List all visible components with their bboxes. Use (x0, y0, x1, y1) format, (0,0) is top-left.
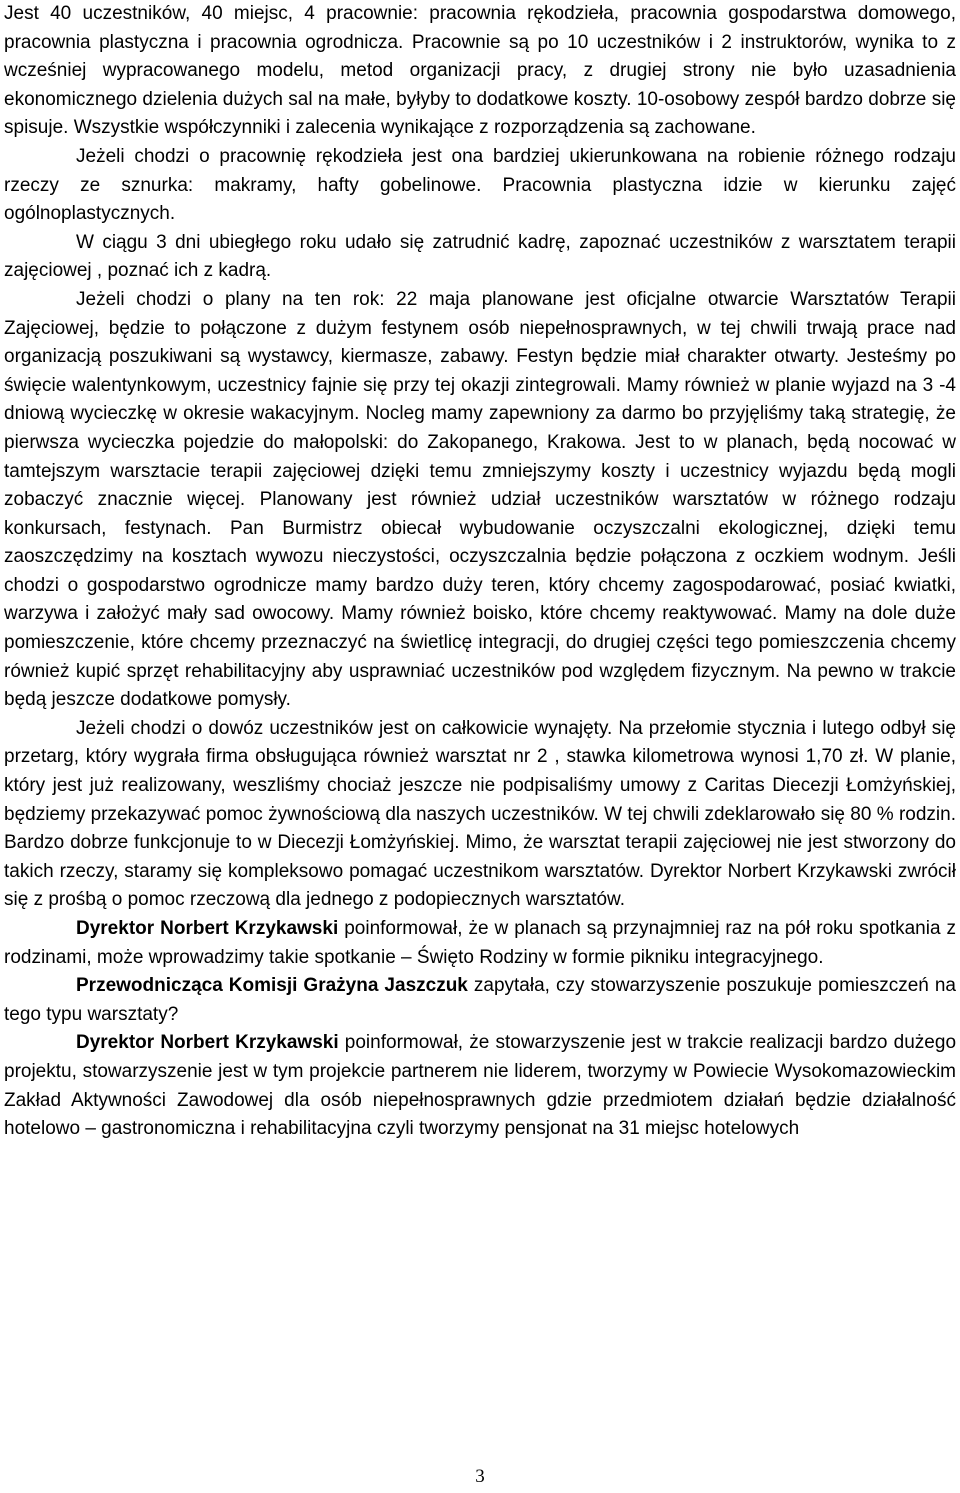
paragraph-text: poinformował, że stowarzyszenie jest w trakcie realizacji bardzo dużego projektu, stowarzyszenie jest w tym projekcie partnerem nie liderem, tworzymy w Powiecie Wysokomazowieckim Zakład Aktywności Zawodowej dla osób niepełnosprawnych gdzie przedmiotem działań będzie działalność hotelowo – gastronomiczna i rehabilitacyjna czyli tworzymy pensjonat na 31 miejsc hotelowych (4, 1032, 957, 1140)
document-page (4, 0, 956, 1144)
speaker-name: Dyrektor Norbert Krzykawski (76, 1032, 339, 1054)
paragraph-1: Jest 40 uczestników, 40 miejsc, 4 pracownie: pracownia rękodzieła, pracownia gospodarstwa domowego, pracownia plastyczna i pracownia ogrodnicza. Pracownie są po 10 uczestników i 2 instruktorów, wynika to z wcześniej wypracowanego modelu, metod organizacji pracy, z drugiej strony nie było uzasadnienia ekonomicznego dzielenia dużych sal na małe, byłyby to dodatkowe koszty. 10-osobowy zespół bardzo dobrze się spisuje. Wszystkie współczynniki i zalecenia wynikające z rozporządzenia są zachowane. (4, 3, 956, 139)
paragraph-4: Jeżeli chodzi o plany na ten rok: 22 maja planowane jest oficjalne otwarcie Warsztatów Terapii Zajęciowej, będzie to połączone z dużym festynem osób niepełnosprawnych, w tej chwili trwają prace nad organizacją poszukiwani są wystawcy, kiermasze, zabawy. Festyn będzie miał charakter otwarty. Jesteśmy po święcie walentynkowym, uczestnicy fajnie się przy tej okazji zintegrowali. Mamy również w planie wyjazd na 3 -4 dniową wycieczkę w okresie wakacyjnym. Nocleg mamy zapewniony za darmo bo przyjęliśmy taką strategię, że pierwsza wycieczka pojedzie do małopolski: do Zakopanego, Krakowa. Jest to w planach, będą nocować w tamtejszym warsztacie terapii zajęciowej dzięki temu zmniejszymy koszty i uczestnicy wyjazdu będą mogli zobaczyć znacznie więcej. Planowany jest również udział uczestników warsztatów w różnego rodzaju konkursach, festynach. Pan Burmistrz obiecał wybudowanie oczyszczalni ekologicznej, dzięki temu zaoszczędzimy na kosztach wywozu nieczystości, oczyszczalnia będzie połączona z oczkiem wodnym. Jeśli chodzi o gospodarstwo ogrodnicze mamy bardzo duży teren, który chcemy zagospodarować, posiać kwiatki, warzywa i założyć mały sad owocowy. Mamy również boisko, które chcemy reaktywować. Mamy na dole duże pomieszczenie, które chcemy przeznaczyć na świetlicę integracji, do drugiej części tego pomieszczenia chcemy również kupić sprzęt rehabilitacyjny aby usprawniać uczestników pod względem fizycznym. Na pewno w trakcie będą jeszcze dodatkowe pomysły. (4, 288, 956, 711)
paragraph-3: W ciągu 3 dni ubiegłego roku udało się zatrudnić kadrę, zapoznać uczestników z warsztatem terapii zajęciowej , poznać ich z kadrą. (4, 231, 956, 282)
speaker-name: Dyrektor Norbert Krzykawski (76, 918, 339, 939)
page-number: 3 (475, 1466, 485, 1487)
paragraph-6 (4, 915, 956, 972)
paragraph-8 (4, 1029, 956, 1143)
paragraph-7 (4, 972, 956, 1029)
paragraph-2: Jeżeli chodzi o pracownię rękodzieła jest ona bardziej ukierunkowana na robienie różnego rodzaju rzeczy ze sznurka: makramy, hafty gobelinowe. Pracownia plastyczna idzie w kierunku zajęć ogólnoplastycznych. (4, 145, 956, 225)
paragraph-text: zapytała, czy stowarzyszenie poszukuje pomieszczeń na tego typu warsztaty? (4, 975, 956, 1025)
paragraph-5: Jeżeli chodzi o dowóz uczestników jest on całkowicie wynajęty. Na przełomie stycznia i lutego odbył się przetarg, który wygrała firma obsługująca również warsztat nr 2 , stawka kilometrowa wynosi 1,70 zł. W planie, który jest już realizowany, weszliśmy chociaż jeszcze nie podpisaliśmy umowy z Caritas Diecezji Łomżyńskiej, będziemy przekazywać pomoc żywnościową dla naszych uczestników. W tej chwili zdeklarowało się 80 % rodzin. Bardzo dobrze funkcjonuje to w Diecezji Łomżyńskiej. Mimo, że warsztat terapii zajęciowej nie jest stworzony do takich rzeczy, staramy się kompleksowo pomagać uczestnikom warsztatów. Dyrektor Norbert Krzykawski zwrócił się z prośbą o pomoc rzeczową dla jednego z podopiecznych warsztatów. (4, 717, 956, 911)
speaker-name: Przewodnicząca Komisji Grażyna Jaszczuk (76, 975, 468, 997)
paragraph-text: poinformował, że w planach są przynajmniej raz na pół roku spotkania z rodzinami, może wprowadzimy takie spotkanie – Święto Rodziny w formie pikniku integracyjnego. (4, 918, 956, 968)
